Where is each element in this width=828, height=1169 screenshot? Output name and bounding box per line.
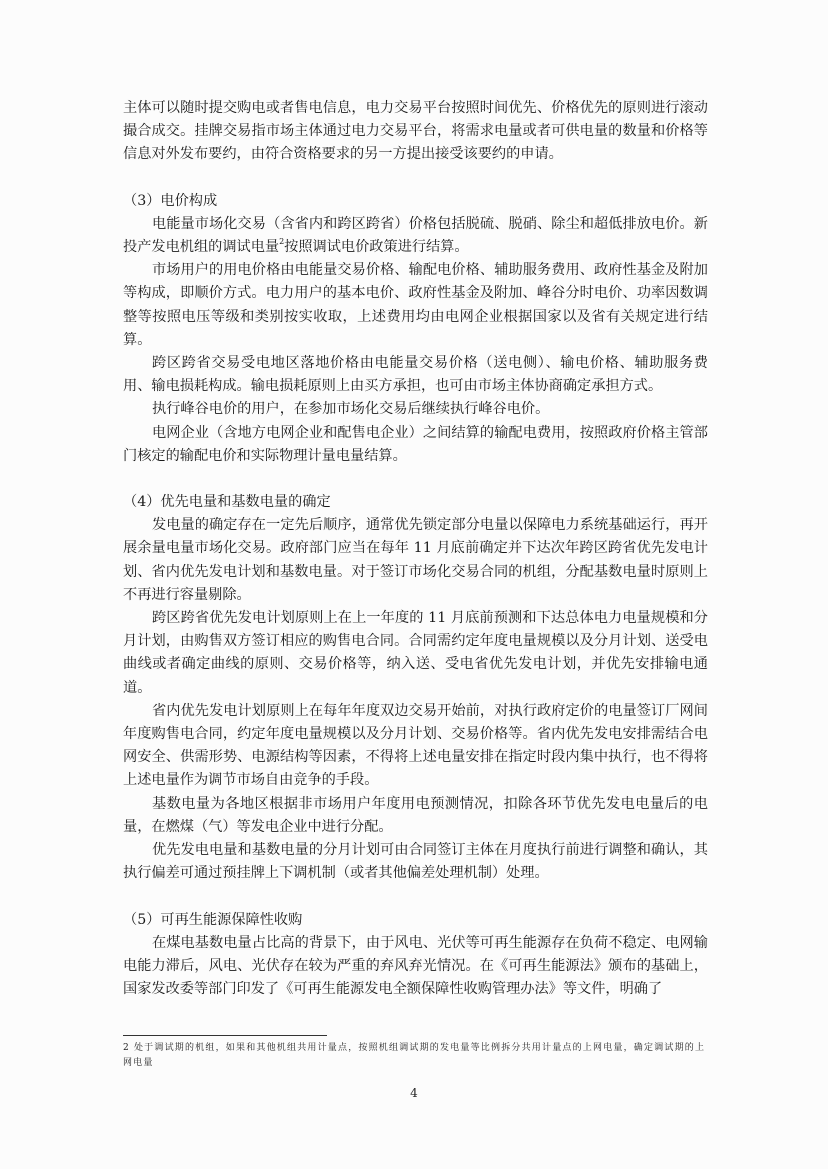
- section-3-heading: （3）电价构成: [123, 192, 218, 209]
- paragraph-text: 按照调试电价政策进行结算。: [284, 239, 469, 256]
- footnote-ref[interactable]: 2: [279, 237, 285, 247]
- section-3-paragraph-3: 跨区跨省交易受电地区落地价格由电能量交易价格（送电侧）、输电价格、辅助服务费用、输电损耗构成。输电损耗原则上由买方承担，也可由市场主体协商确定承担方式。: [123, 355, 708, 395]
- footnote-text: 2 处于调试期的机组，如果和其他机组共用计量点，按照机组调试期的发电量等比例拆分共用计量点的上网电量，确定调试期的上网电量: [123, 1043, 706, 1068]
- section-3-paragraph-4: 执行峰谷电价的用户，在参加市场化交易后继续执行峰谷电价。: [152, 401, 550, 418]
- body-text: [123, 97, 708, 1001]
- section-4-paragraph-1: 发电量的确定存在一定先后顺序，通常优先锁定部分电量以保障电力系统基础运行，再开展余量电量市场化交易。政府部门应当在每年 11 月底前确定并下达次年跨区跨省优先发电计划、省内优先发电计划和基数电量。对于签订市场化交易合同的机组，分配基数电量时原则上不再进行容量剔除。: [123, 517, 708, 603]
- section-4-paragraph-3: 省内优先发电计划原则上在每年年度双边交易开始前，对执行政府定价的电量签订厂网间年度购售电合同，约定年度电量规模以及分月计划、交易价格等。省内优先发电安排需结合电网安全、供需形势、电源结构等因素，不得将上述电量安排在指定时段内集中执行，也不得将上述电量作为调节市场自由竞争的手段。: [123, 702, 708, 789]
- section-5-heading: （5）可再生能源保障性收购: [123, 911, 303, 928]
- section-4-paragraph-5: 优先发电电量和基数电量的分月计划可由合同签订主体在月度执行前进行调整和确认，其执行偏差可通过预挂牌上下调机制（或者其他偏差处理机制）处理。: [123, 842, 708, 882]
- paragraph-text: 电能量市场化交易（含省内和跨区跨省）价格包括脱硫、脱硝、除尘和超低排放电价。新投产发电机组的调试电量: [123, 215, 708, 256]
- section-3-paragraph-1: [123, 213, 708, 259]
- section-3-paragraph-2: 市场用户的用电价格由电能量交易价格、输配电价格、辅助服务费用、政府性基金及附加等构成，即顺价方式。电力用户的基本电价、政府性基金及附加、峰谷分时电价、功率因数调整等按照电压等级和类别按实收取，上述费用均由电网企业根据国家以及省有关规定进行结算。: [123, 262, 708, 348]
- page-number: 4: [410, 1086, 418, 1100]
- section-4-paragraph-2: 跨区跨省优先发电计划原则上在上一年度的 11 月底前预测和下达总体电力电量规模和分月计划，由购售双方签订相应的购售电合同。合同需约定年度电量规模以及分月计划、送受电曲线或者确定曲线的原则、交易价格等，纳入送、受电省优先发电计划，并优先安排输电通道。: [123, 610, 708, 696]
- section-3-paragraph-5: 电网企业（含地方电网企业和配售电企业）之间结算的输配电费用，按照政府价格主管部门核定的输配电价和实际物理计量电量结算。: [123, 424, 708, 464]
- section-5-paragraph-1: 在煤电基数电量占比高的背景下，由于风电、光伏等可再生能源存在负荷不稳定、电网输电能力滞后，风电、光伏存在较为严重的弃风弃光情况。在《可再生能源法》颁布的基础上，国家发改委等部门印发了《可再生能源发电全额保障性收购管理办法》等文件，明确了: [123, 934, 708, 998]
- section-4-heading: （4）优先电量和基数电量的确定: [123, 494, 331, 511]
- intro-paragraph: 主体可以随时提交购电或者售电信息，电力交易平台按照时间优先、价格优先的原则进行滚动撮合成交。挂牌交易指市场主体通过电力交易平台，将需求电量或者可供电量的数量和价格等信息对外发布要约，由符合资格要求的另一方提出接受该要约的申请。: [123, 100, 708, 163]
- section-4-paragraph-4: 基数电量为各地区根据非市场用户年度用电预测情况，扣除各环节优先发电电量后的电量，在燃煤（气）等发电企业中进行分配。: [123, 795, 708, 835]
- footnote-divider: [123, 1035, 327, 1036]
